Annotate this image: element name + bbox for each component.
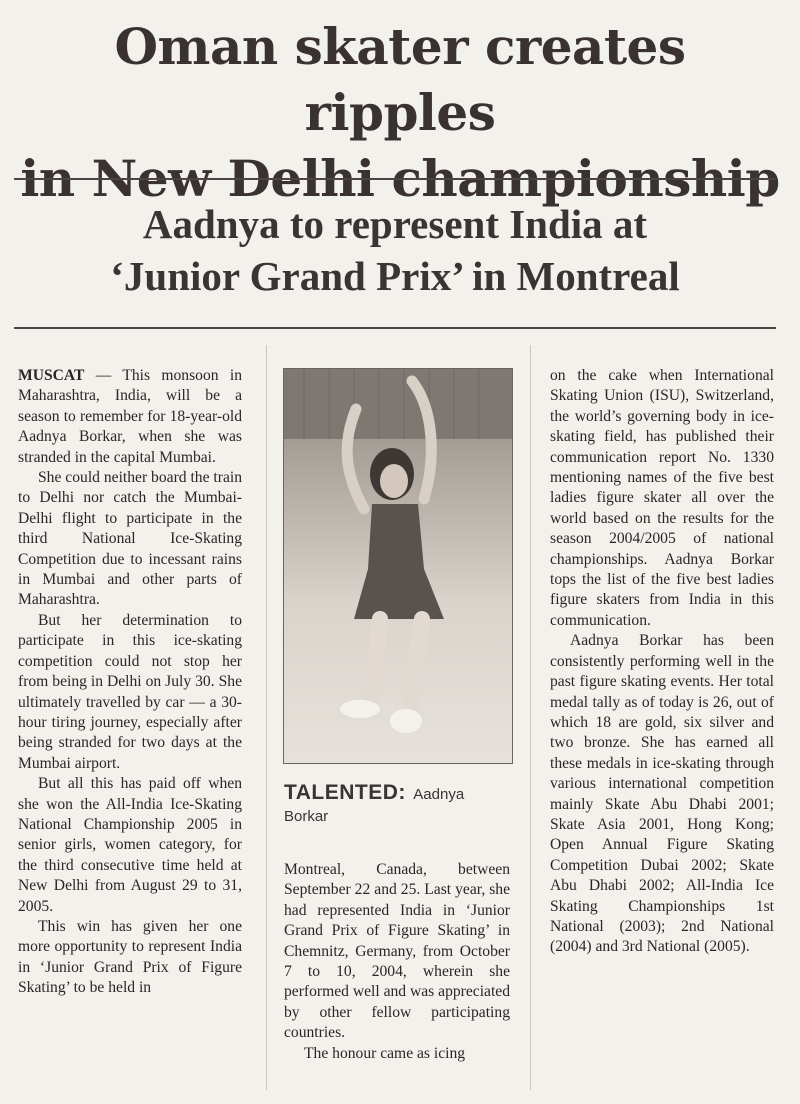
paragraph: MUSCAT — This monsoon in Maharashtra, India, will be a season to remember for 18-year-old Aadnya Borkar, when she was stranded in the capital Mumbai. [18, 367, 242, 466]
headline-rule [14, 178, 776, 180]
article-column-2 [284, 860, 510, 1064]
paragraph: She could neither board the train to Delhi nor catch the Mumbai-Delhi flight to participate in the third National Ice-Skating Competition due to incessant rains in Mumbai and other parts of Maharashtra. [18, 469, 242, 609]
column-divider [530, 345, 531, 1090]
article-column-3 [550, 366, 774, 958]
paragraph: The honour came as icing [304, 1044, 466, 1062]
article-column-1 [18, 366, 242, 999]
subhead-line-2: ‘Junior Grand Prix’ in Montreal [110, 253, 680, 299]
photo-caption [284, 782, 510, 828]
paragraph: Montreal, Canada, between September 22 and 25. Last year, she had represented India in ‘Junior Grand Prix of Figure Skating’ in Chemnitz, Germany, from October 7 to 10, 2004, wherein she performed well and was appreciated by other fellow participating countries. [284, 861, 511, 1042]
column-divider [266, 345, 267, 1090]
headline [12, 14, 788, 212]
subhead-rule [14, 327, 776, 329]
headline-line-1: Oman skater creates ripples [114, 17, 686, 142]
paragraph: on the cake when International Skating Union (ISU), Switzerland, the world’s governing body in ice-skating field, has published their communication report No. 1330 mentioning names of the five best ladies figure skater all over the world based on the results for the season 2004/2005 of national championships. Aadnya Borkar tops the list of the five best ladies figure skaters from India in this communication. [550, 367, 774, 629]
skater-figure-icon [284, 369, 512, 763]
subheadline [14, 198, 776, 302]
dateline: MUSCAT [18, 367, 85, 384]
headline-line-2: in New Delhi championship [20, 149, 780, 208]
caption-text: Aadnya Borkar [284, 786, 465, 825]
paragraph: Aadnya Borkar has been consistently performing well in the past figure skating events. Her total medal tally as of today is 26, out of which 18 are gold, six silver and two bronze. She has earned all these medals in ice-skating through various international competition mainly Skate Abu Dhabi 2001; Skate Asia 2001, Hong Kong; Open Annual Figure Skating Competition Dubai 2002; Skate Abu Dhabi 2002; All-India Ice Skating Championships 1st National (2003); 2nd National (2004) and 3rd National (2005). [550, 632, 774, 956]
subhead-line-1: Aadnya to represent India at [142, 201, 648, 247]
skater-photo [283, 368, 513, 764]
paragraph: But all this has paid off when she won the All-India Ice-Skating National Championship 2005 in senior girls, women category, for the third consecutive time held at New Delhi from August 29 to 31, 2005. [18, 775, 242, 915]
paragraph: But her determination to participate in this ice-skating competition could not stop her from being in Delhi on July 30. She ultimately travelled by car — a 30-hour tiring journey, especially after being stranded for two days at the Mumbai airport. [18, 611, 242, 772]
caption-kicker: TALENTED: [284, 781, 406, 804]
paragraph: This win has given her one more opportunity to represent India in ‘Junior Grand Prix of Figure Skating’ to be held in [18, 917, 242, 997]
